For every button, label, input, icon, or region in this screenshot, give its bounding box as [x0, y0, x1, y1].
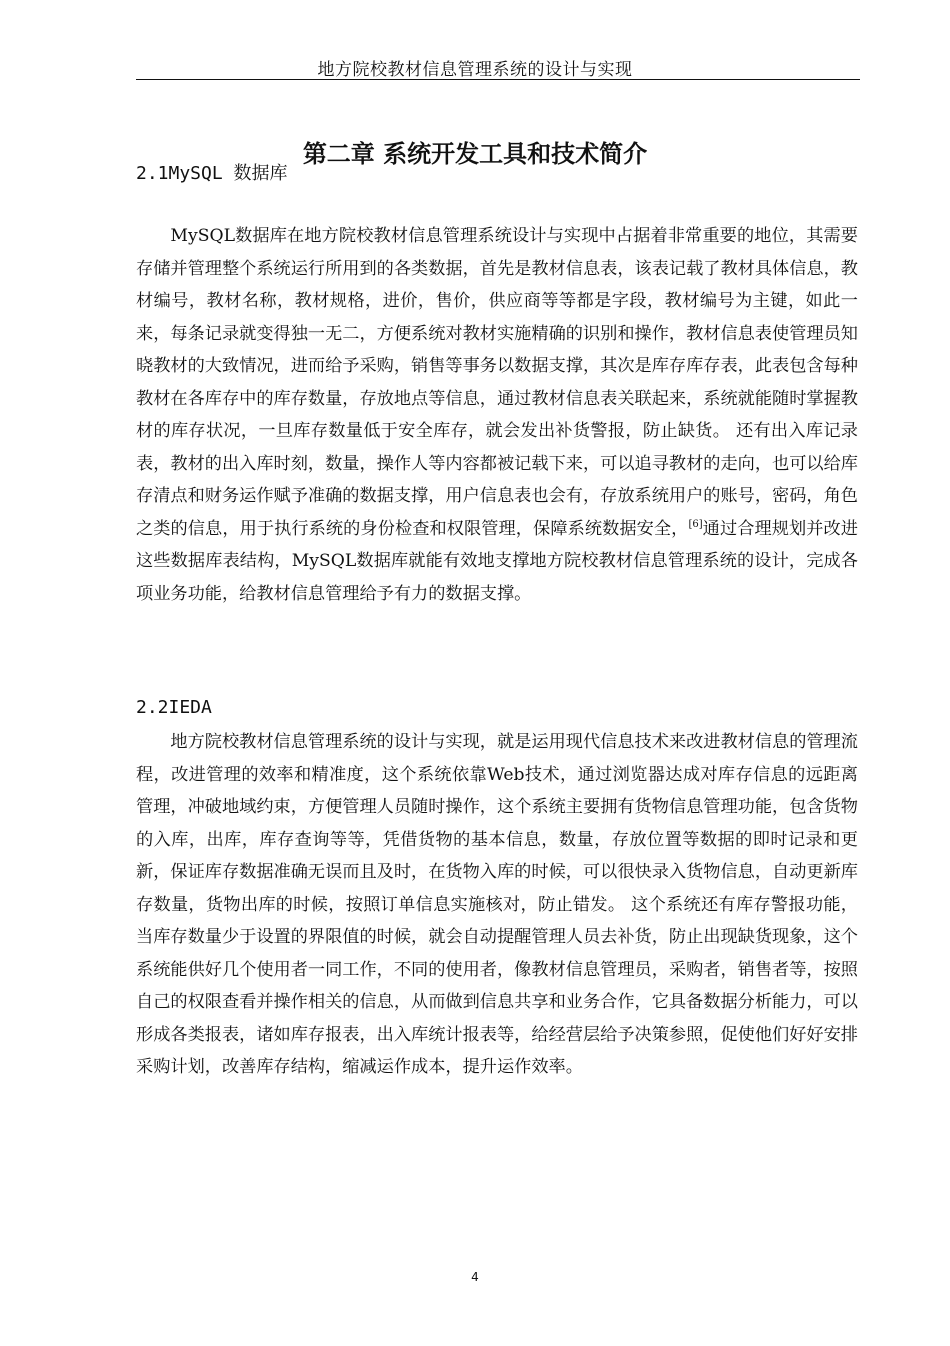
section-heading-2-2: 2.2IEDA: [136, 697, 212, 718]
header-divider: [136, 79, 860, 80]
page-number: 4: [471, 1270, 479, 1284]
section-2-1-paragraph: [136, 220, 858, 610]
paragraph-text-continued: 通过合理规划并改进这些数据库表结构，MySQL数据库就能有效地支撑地方院校教材信息管理系统的设计，完成各项业务功能，给教材信息管理给予有力的数据支撑。: [136, 518, 858, 604]
running-header: 地方院校教材信息管理系统的设计与实现: [317, 60, 633, 80]
section-heading-2-1: 2.1MySQL 数据库: [136, 163, 288, 184]
chapter-title: 第二章 系统开发工具和技术简介: [302, 140, 648, 168]
paragraph-text: MySQL数据库在地方院校教材信息管理系统设计与实现中占据着非常重要的地位，其需要存储并管理整个系统运行所用到的各类数据，首先是教材信息表，该表记载了教材具体信息，教材编号，教材名称，教材规格，进价，售价，供应商等等都是字段，教材编号为主键，如此一来，每条记录就变得独一无二，方便系统对教材实施精确的识别和操作，教材信息表使管理员知晓教材的大致情况，进而给予采购，销售等事务以数据支撑，其次是库存库存表，此表包含每种教材在各库存中的库存数量，存放地点等信息，通过教材信息表关联起来，系统就能随时掌握教材的库存状况，一旦库存数量低于安全库存，就会发出补货警报，防止缺货。 还有出入库记录表，教材的出入库时刻，数量，操作人等内容都被记载下来，可以追寻教材的走向，也可以给库存清点和财务运作赋予准确的数据支撑，用户信息表也会有，存放系统用户的账号，密码，角色之类的信息，用于执行系统的身份检查和权限管理，保障系统数据安全，: [136, 226, 858, 539]
citation-ref: [6]: [688, 518, 703, 530]
section-2-2-paragraph: 地方院校教材信息管理系统的设计与实现，就是运用现代信息技术来改进教材信息的管理流程，改进管理的效率和精准度，这个系统依靠Web技术，通过浏览器达成对库存信息的远距离管理，冲破地域约束，方便管理人员随时操作，这个系统主要拥有货物信息管理功能，包含货物的入库，出库，库存查询等等，凭借货物的基本信息，数量，存放位置等数据的即时记录和更新，保证库存数据准确无误而且及时，在货物入库的时候，可以很快录入货物信息，自动更新库存数量，货物出库的时候，按照订单信息实施核对，防止错发。 这个系统还有库存警报功能，当库存数量少于设置的界限值的时候，就会自动提醒管理人员去补货，防止出现缺货现象，这个系统能供好几个使用者一同工作，不同的使用者，像教材信息管理员，采购者，销售者等，按照自己的权限查看并操作相关的信息，从而做到信息共享和业务合作，它具备数据分析能力，可以形成各类报表，诸如库存报表，出入库统计报表等，给经营层给予决策参照，促使他们好好安排采购计划，改善库存结构，缩减运作成本，提升运作效率。: [136, 732, 858, 1077]
